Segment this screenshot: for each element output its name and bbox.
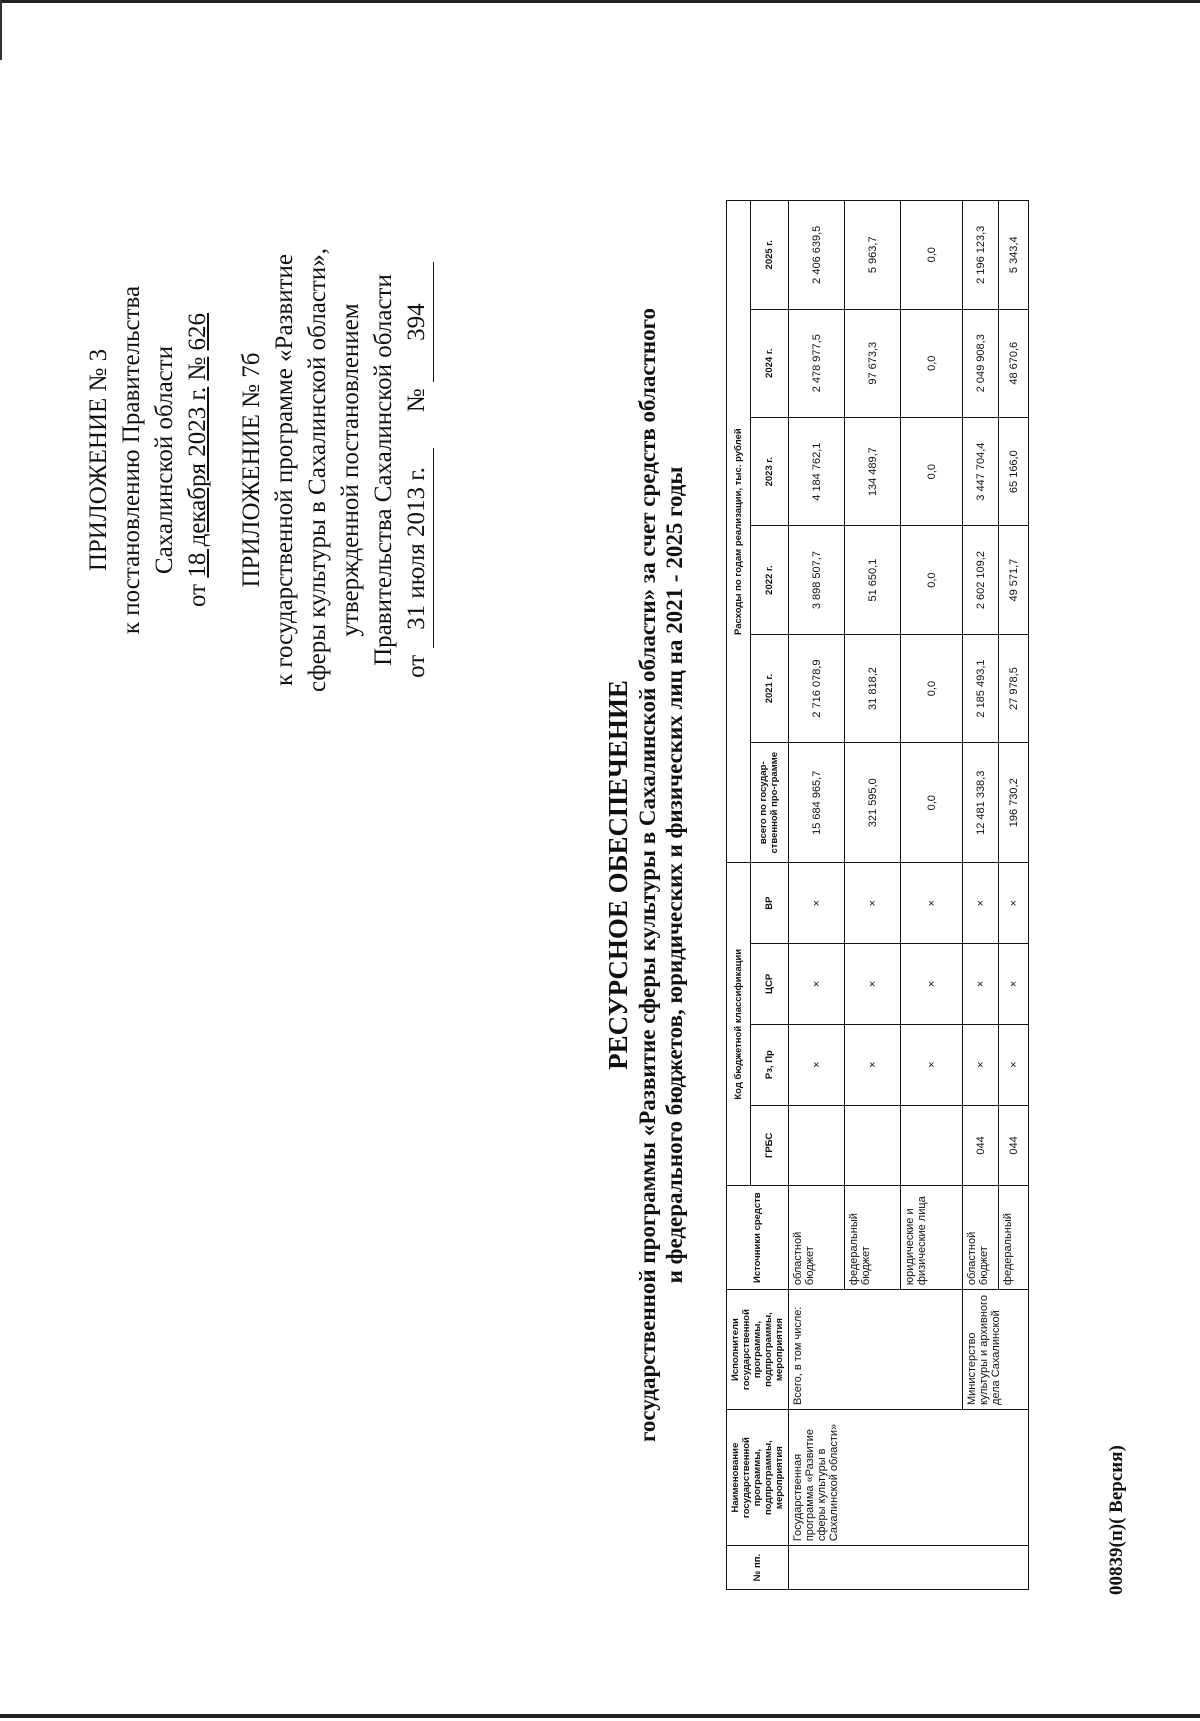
cell-grbs: 044 (999, 1105, 1029, 1186)
cell-grbs (901, 1105, 963, 1186)
header-csr: ЦСР (750, 944, 788, 1025)
cell-rz: × (789, 1024, 845, 1105)
cell-2024: 2 478 977,5 (789, 309, 845, 417)
appendix-original-number: 394 (400, 262, 434, 382)
cell-2021: 2 185 493,1 (963, 634, 999, 742)
cell-2024: 48 670,6 (999, 309, 1029, 417)
cell-csr: × (901, 944, 963, 1025)
header-2022: 2022 г. (750, 526, 788, 634)
cell-2022: 49 571,7 (999, 526, 1029, 634)
appendix-original-line4: утвержденной постановлением (337, 303, 364, 637)
header-rz: Рз, Пр (750, 1024, 788, 1105)
appendix-current-line2: к постановлению Правительства (118, 285, 145, 635)
header-executor: Исполнители государственной программы, подпрограммы, мероприятия (727, 1290, 789, 1410)
cell-2025: 5 343,4 (999, 201, 1029, 310)
appendix-current-number: 626 (184, 312, 211, 351)
appendix-original-date: 31 июля 2013 г. (400, 449, 434, 649)
cell-num (789, 1546, 1029, 1590)
table-row (789, 201, 845, 1590)
cell-grbs: 044 (963, 1105, 999, 1186)
cell-program-name: Государственная программа «Развитие сферы культуры в Сахалинской области» (789, 1410, 1029, 1546)
cell-grbs (845, 1105, 901, 1186)
cell-csr: × (789, 944, 845, 1025)
cell-2025: 5 963,7 (845, 201, 901, 310)
appendix-original-line1: ПРИЛОЖЕНИЕ № 7б (238, 352, 265, 588)
appendix-current-line3: Сахалинской области (151, 345, 178, 575)
appendix-original (235, 170, 434, 770)
rotated-document-page (40, 100, 1200, 1650)
appendix-original-line3: сферы культуры в Сахалинской области», (304, 248, 331, 692)
appendix-current-date-row (181, 200, 214, 720)
cell-2022: 51 650,1 (845, 526, 901, 634)
appendix-original-date-prefix: от (403, 654, 430, 678)
cell-total: 196 730,2 (999, 743, 1029, 863)
cell-source: федеральный (999, 1186, 1029, 1290)
cell-2022: 3 898 507,7 (789, 526, 845, 634)
document-footer-code: 00839(п)( Версия) (1106, 1445, 1127, 1595)
document-subtitle-line2: и федерального бюджетов, юридических и физических лиц на 2021 - 2025 годы (662, 466, 687, 1284)
cell-csr: × (963, 944, 999, 1025)
appendix-current-date-prefix: от (184, 583, 211, 608)
header-name: Наименование государственной программы, подпрограммы, мероприятия (727, 1410, 789, 1546)
document-title: РЕСУРСНОЕ ОБЕСПЕЧЕНИЕ (603, 680, 633, 1070)
cell-rz: × (901, 1024, 963, 1105)
header-num: № пп. (727, 1546, 789, 1590)
cell-2023: 0,0 (901, 417, 963, 525)
cell-2021: 2 716 078,9 (789, 634, 845, 742)
cell-source: областной бюджет (963, 1186, 999, 1290)
header-source: Источники средств (727, 1186, 789, 1290)
cell-csr: × (845, 944, 901, 1025)
cell-2024: 0,0 (901, 309, 963, 417)
scan-edge-left (0, 0, 2, 60)
cell-ministry: Министерство культуры и архивного дела Сахалинской (963, 1290, 1029, 1410)
header-total: всего по государ-ственной про-грамме (750, 743, 788, 863)
scan-edge-bottom (0, 1714, 1200, 1718)
header-2023: 2023 г. (750, 417, 788, 525)
table-row (963, 201, 999, 1590)
cell-2021: 31 818,2 (845, 634, 901, 742)
cell-2025: 0,0 (901, 201, 963, 310)
cell-2022: 0,0 (901, 526, 963, 634)
cell-vr: × (901, 863, 963, 944)
header-2024: 2024 г. (750, 309, 788, 417)
appendix-original-line2: к государственной программе «Развитие (271, 254, 298, 686)
cell-total: 321 595,0 (845, 743, 901, 863)
cell-vr: × (999, 863, 1029, 944)
cell-2025: 2 406 639,5 (789, 201, 845, 310)
document-subtitle-line1: государственной программы «Развитие сферы культуры в Сахалинской области» за счет средств областного (635, 308, 660, 1442)
header-2025: 2025 г. (750, 201, 788, 310)
header-budget-code: Код бюджетной классификации (727, 863, 751, 1186)
appendix-current-line1: ПРИЛОЖЕНИЕ № 3 (85, 348, 112, 572)
cell-grbs (789, 1105, 845, 1186)
cell-2025: 2 196 123,3 (963, 201, 999, 310)
cell-rz: × (999, 1024, 1029, 1105)
appendix-current-number-prefix: № (184, 356, 211, 381)
cell-source: областной бюджет (789, 1186, 845, 1290)
cell-2024: 97 673,3 (845, 309, 901, 417)
cell-vr: × (845, 863, 901, 944)
cell-2023: 3 447 704,4 (963, 417, 999, 525)
cell-vr: × (963, 863, 999, 944)
cell-total: 12 481 338,3 (963, 743, 999, 863)
appendix-current (82, 200, 214, 720)
scan-edge-top (0, 0, 1200, 3)
cell-total: 0,0 (901, 743, 963, 863)
cell-csr: × (999, 944, 1029, 1025)
cell-rz: × (963, 1024, 999, 1105)
appendix-original-date-row (400, 170, 434, 770)
cell-source: федеральный бюджет (845, 1186, 901, 1290)
header-grbs: ГРБС (750, 1105, 788, 1186)
header-2021: 2021 г. (750, 634, 788, 742)
cell-2023: 65 166,0 (999, 417, 1029, 525)
cell-2021: 0,0 (901, 634, 963, 742)
cell-group-total: Всего, в том числе: (789, 1290, 963, 1410)
appendix-current-date: 18 декабря 2023 г. (184, 386, 211, 578)
table-header-row-1 (727, 201, 751, 1590)
appendix-original-line5: Правительства Сахалинской области (370, 274, 397, 666)
cell-2023: 134 489,7 (845, 417, 901, 525)
cell-2021: 27 978,5 (999, 634, 1029, 742)
cell-total: 15 684 965,7 (789, 743, 845, 863)
cell-2022: 2 602 109,2 (963, 526, 999, 634)
cell-rz: × (845, 1024, 901, 1105)
cell-2023: 4 184 762,1 (789, 417, 845, 525)
header-expenses: Расходы по годам реализации, тыс. рублей (727, 201, 751, 863)
cell-source: юридические и физические лица (901, 1186, 963, 1290)
header-vr: ВР (750, 863, 788, 944)
resource-table (726, 200, 1029, 1590)
cell-vr: × (789, 863, 845, 944)
appendix-original-number-prefix: № (403, 388, 430, 413)
cell-2024: 2 049 908,3 (963, 309, 999, 417)
